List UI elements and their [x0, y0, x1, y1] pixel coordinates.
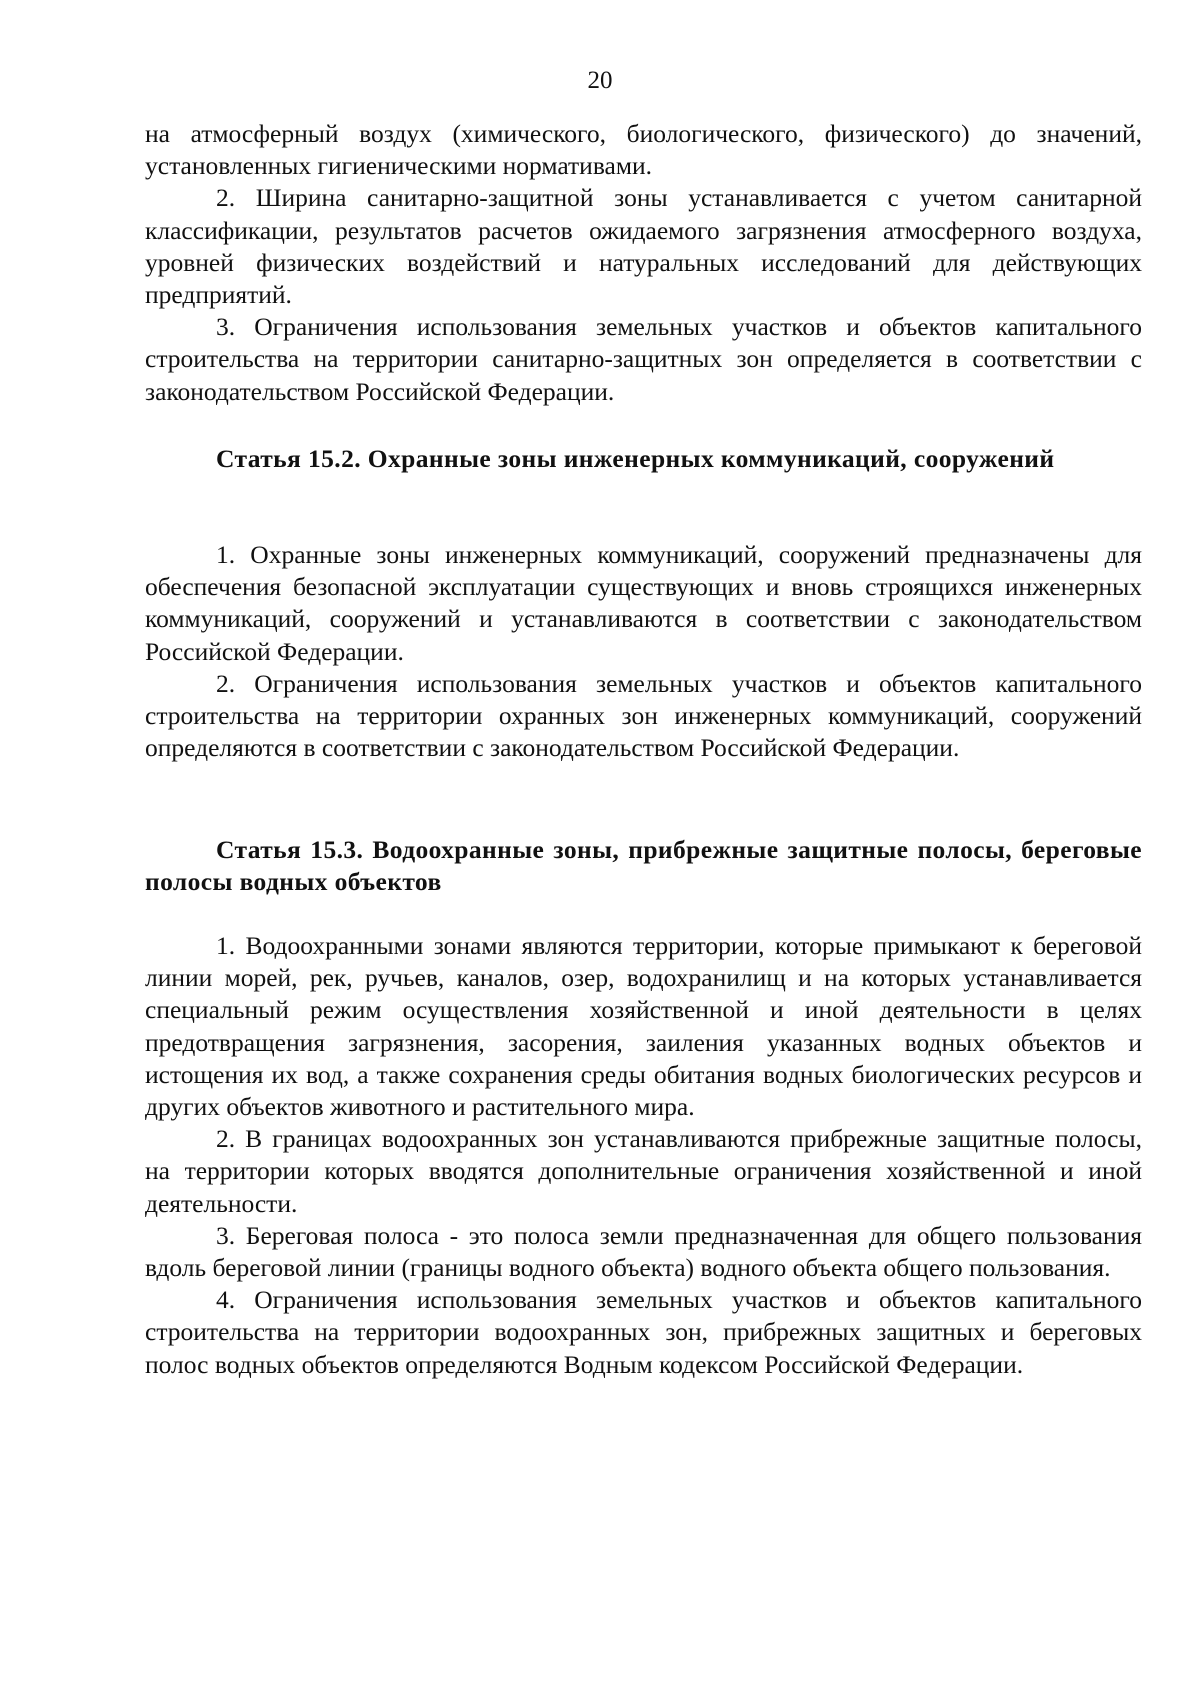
- paragraph-15-2-1: 1. Охранные зоны инженерных коммуникаций, сооружений предназначены для обеспечения безопасной эксплуатации существующих и вновь строящихся инженерных коммуникаций, сооружений и устанавливаются в соответствии с законодательством Российской Федерации.: [145, 540, 1142, 666]
- article-heading-text: Статья 15.3. Водоохранные зоны, прибрежные защитные полосы, береговые полосы водных объектов: [145, 835, 1142, 897]
- article-15-2-heading: [145, 443, 1142, 475]
- paragraph-15-2-2: 2. Ограничения использования земельных участков и объектов капитального строительства на территории охранных зон инженерных коммуникаций, сооружений определяются в соответствии с законодательством Российской Федерации.: [145, 668, 1142, 763]
- page-number: 20: [587, 67, 613, 94]
- paragraph-intro-3: 3. Ограничения использования земельных участков и объектов капитального строительства на территории санитарно-защитных зон определяется в соответствии с законодательством Российской Федерации.: [145, 312, 1142, 406]
- paragraph-15-3-3: 3. Береговая полоса - это полоса земли предназначенная для общего пользования вдоль береговой линии (границы водного объекта) водного объекта общего пользования.: [145, 1220, 1142, 1283]
- section-article-15-3: [145, 930, 1142, 1381]
- section-article-15-2: [145, 539, 1142, 764]
- section-intro: [145, 118, 1142, 408]
- article-15-3-heading: [145, 834, 1142, 898]
- paragraph-15-3-4: 4. Ограничения использования земельных участков и объектов капитального строительства на территории водоохранных зон, прибрежных защитных и береговых полос водных объектов определяются Водным кодексом Российской Федерации.: [145, 1285, 1142, 1379]
- paragraph-intro-2: 2. Ширина санитарно-защитной зоны устанавливается с учетом санитарной классификации, результатов расчетов ожидаемого загрязнения атмосферного воздуха, уровней физических воздействий и натуральных исследований для действующих предприятий.: [145, 183, 1142, 310]
- paragraph-15-3-2: 2. В границах водоохранных зон устанавливаются прибрежные защитные полосы, на территории которых вводятся дополнительные ограничения хозяйственной и иной деятельности.: [145, 1124, 1142, 1218]
- paragraph-15-3-1: 1. Водоохранными зонами являются территории, которые примыкают к береговой линии морей, рек, ручьев, каналов, озер, водохранилищ и на которых устанавливается специальный режим осуществления хозяйственной и иной деятельности в целях предотвращения загрязнения, засорения, заиления указанных водных объектов и истощения их вод, а также сохранения среды обитания водных биологических ресурсов и других объектов животного и растительного мира.: [145, 931, 1142, 1122]
- paragraph-continuation: на атмосферный воздух (химического, биологического, физического) до значений, установленных гигиеническими нормативами.: [145, 119, 1142, 181]
- article-heading-text: Статья 15.2. Охранные зоны инженерных коммуникаций, сооружений: [216, 444, 1055, 473]
